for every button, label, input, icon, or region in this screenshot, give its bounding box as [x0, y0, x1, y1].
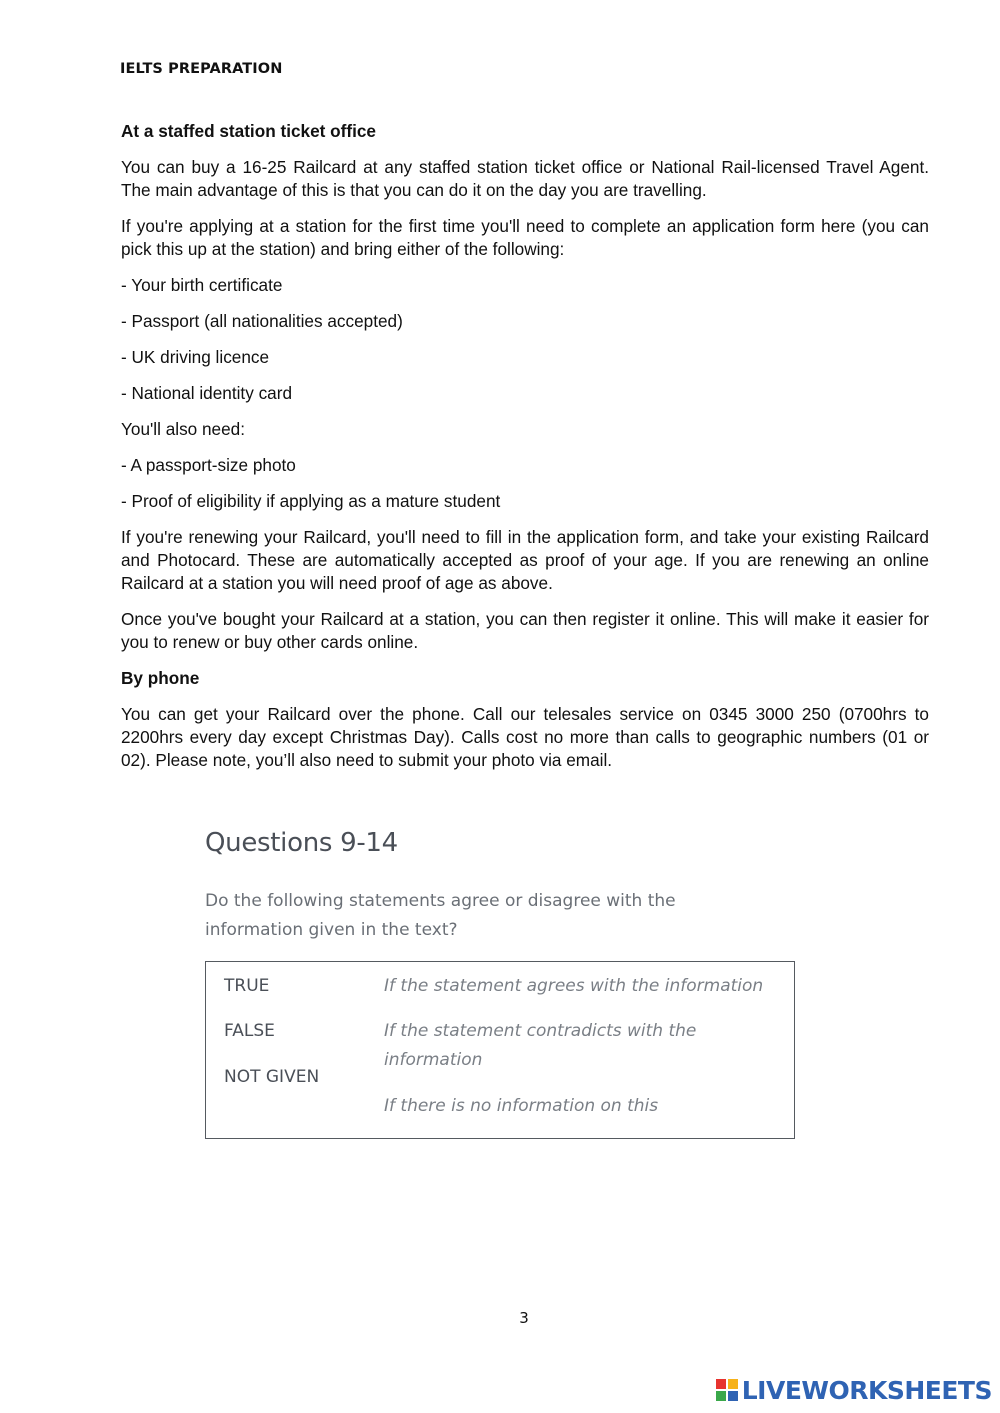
- page-number: 3: [519, 1309, 529, 1327]
- list-item: - National identity card: [121, 383, 293, 403]
- reading-passage: [121, 120, 929, 785]
- legend-desc-false: If the statement contradicts with the information: [384, 1021, 697, 1070]
- questions-instruction: Do the following statements agree or disagree with the information given in the text?: [205, 891, 676, 940]
- legend-desc-true: If the statement agrees with the information: [384, 976, 764, 996]
- legend-desc-not-given: If there is no information on this: [384, 1096, 659, 1116]
- liveworksheets-text: LIVEWORKSHEETS: [741, 1375, 992, 1405]
- paragraph: Once you've bought your Railcard at a station, you can then register it online. This will make it easier for you to renew or buy other cards online.: [121, 609, 929, 652]
- list-item: - UK driving licence: [121, 347, 270, 367]
- also-need-label: You'll also need:: [121, 419, 246, 439]
- section-heading-phone: By phone: [121, 668, 200, 688]
- legend-key-not-given: NOT GIVEN: [224, 1067, 320, 1087]
- liveworksheets-logo-icon: [716, 1379, 738, 1401]
- list-item: - A passport-size photo: [121, 455, 296, 475]
- paragraph: If you're renewing your Railcard, you'll need to fill in the application form, and take your existing Railcard and Photocard. These are automatically accepted as proof of your age. If you are renewing an online Railcard at a station you will need proof of age as above.: [121, 527, 929, 593]
- answer-legend-box: [205, 961, 795, 1139]
- paragraph: If you're applying at a station for the first time you'll need to complete an application form here (you can pick this up at the station) and bring either of the following:: [121, 216, 929, 259]
- liveworksheets-watermark: [716, 1375, 992, 1405]
- list-item: - Proof of eligibility if applying as a mature student: [121, 491, 501, 511]
- paragraph: You can buy a 16-25 Railcard at any staffed station ticket office or National Rail-licensed Travel Agent. The main advantage of this is that you can do it on the day you are travelling.: [121, 157, 929, 200]
- legend-key-false: FALSE: [224, 1021, 275, 1041]
- page-header-title: IELTS PREPARATION: [120, 61, 283, 77]
- list-item: - Your birth certificate: [121, 275, 283, 295]
- paragraph: You can get your Railcard over the phone. Call our telesales service on 0345 3000 250 (0700hrs to 2200hrs every day except Christmas Day). Calls cost no more than calls to geographic numbers (01 or 02). Please note, you’ll also need to submit your photo via email.: [121, 704, 929, 770]
- questions-title: Questions 9-14: [205, 828, 398, 858]
- section-heading-station: At a staffed station ticket office: [121, 121, 376, 141]
- list-item: - Passport (all nationalities accepted): [121, 311, 403, 331]
- legend-key-true: TRUE: [224, 976, 270, 996]
